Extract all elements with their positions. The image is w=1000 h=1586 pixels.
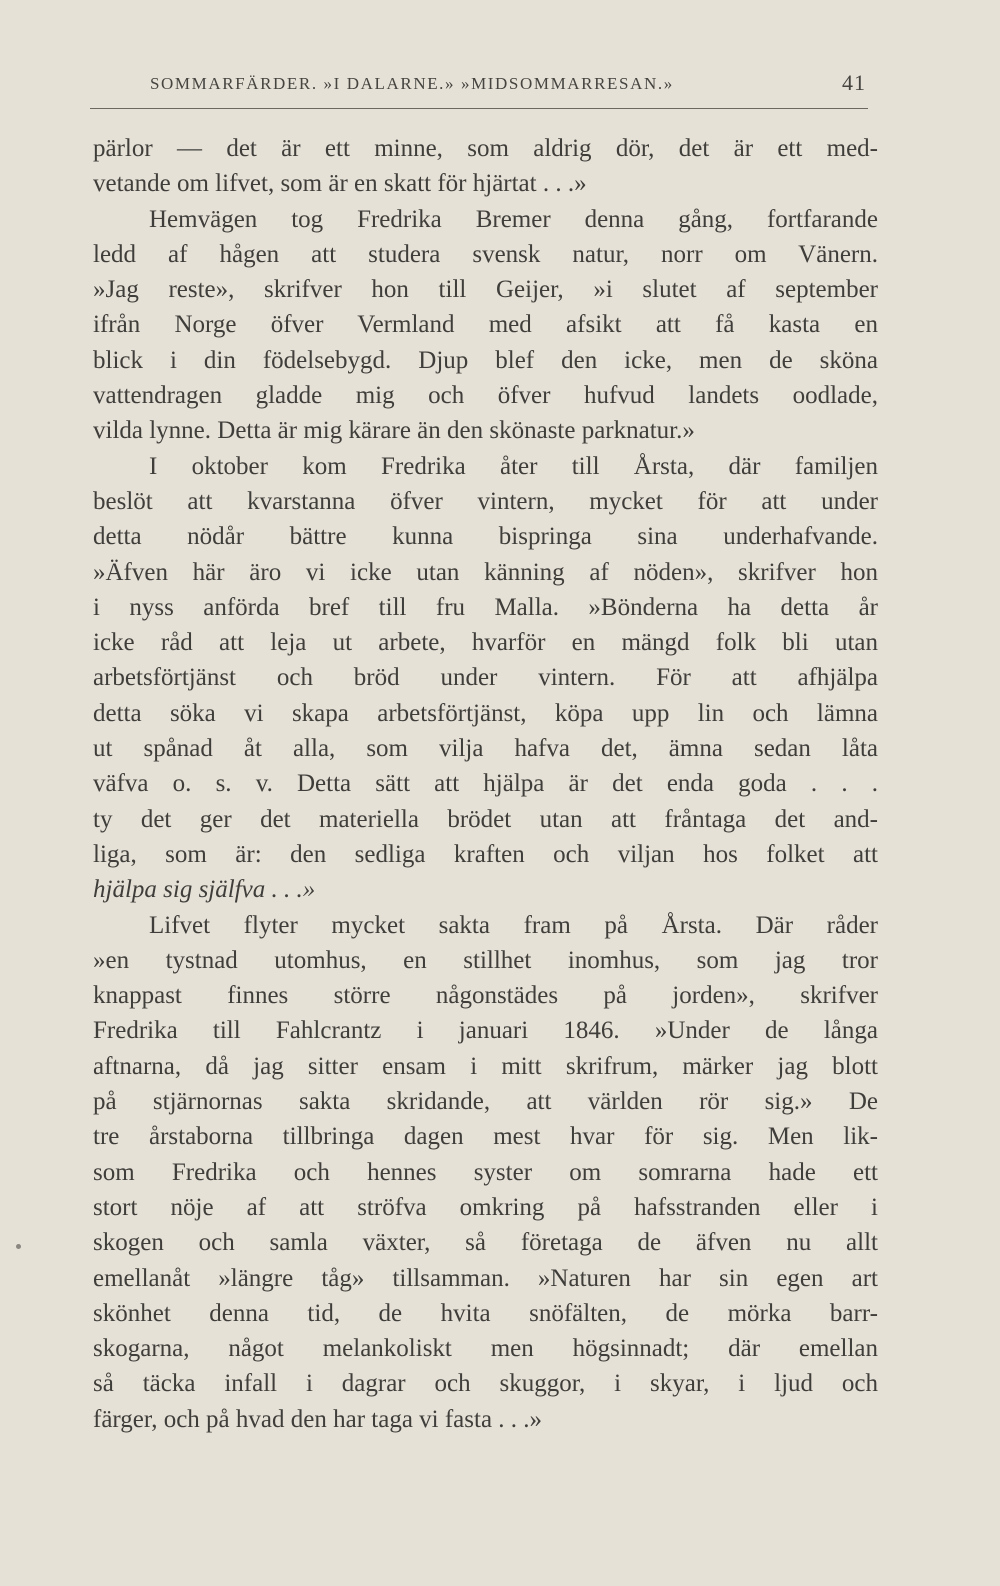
text-line: »Jag reste», skrifver hon till Geijer, »i slutet af september: [93, 276, 878, 304]
text-line: ty det ger det materiella brödet utan att fråntaga det and-: [93, 805, 878, 833]
text-line: liga, som är: den sedliga kraften och viljan hos folket att: [93, 840, 878, 868]
text-line: ut spånad åt alla, som vilja hafva det, ämna sedan låta: [93, 735, 878, 763]
page-number: 41: [842, 70, 866, 95]
text-line: blick i din födelsebygd. Djup blef den icke, men de sköna: [93, 346, 878, 374]
text-line: på stjärnornas sakta skridande, att världen rör sig.» De: [93, 1088, 878, 1116]
text-line: skogarna, något melankoliskt men högsinnadt; där emellan: [93, 1335, 878, 1363]
running-head: SOMMARFÄRDER. »I DALARNE.» »MIDSOMMARRESAN.»: [150, 74, 674, 93]
text-line: vilda lynne. Detta är mig kärare än den skönaste parknatur.»: [93, 417, 695, 445]
text-line: detta söka vi skapa arbetsförtjänst, köpa upp lin och lämna: [93, 699, 878, 727]
text-line: skogen och samla växter, så företaga de äfven nu allt: [93, 1229, 878, 1257]
text-line: pärlor — det är ett minne, som aldrig dör, det är ett med-: [93, 135, 878, 162]
paragraph-start-line: I oktober kom Fredrika åter till Årsta, där familjen: [149, 452, 878, 480]
margin-speck: [16, 1244, 21, 1249]
paragraph-start-line: Lifvet flyter mycket sakta fram på Årsta. Där råder: [149, 911, 878, 939]
text-line: ledd af hågen att studera svensk natur, norr om Vänern.: [93, 240, 878, 268]
text-line: skönhet denna tid, de hvita snöfälten, de mörka barr-: [93, 1299, 878, 1327]
text-line: knappast finnes större någonstädes på jorden», skrifver: [93, 982, 878, 1010]
text-line: stort nöje af att ströfva omkring på hafsstranden eller i: [93, 1193, 878, 1221]
text-line: vattendragen gladde mig och öfver hufvud landets oodlade,: [93, 382, 878, 410]
italic-text-line: hjälpa sig själfva . . .»: [93, 876, 316, 904]
text-line: arbetsförtjänst och bröd under vintern. För att afhjälpa: [93, 664, 878, 692]
text-line: icke råd att leja ut arbete, hvarför en mängd folk bli utan: [93, 629, 878, 657]
text-line: tre årstaborna tillbringa dagen mest hvar för sig. Men lik-: [93, 1123, 878, 1151]
text-line: »en tystnad utomhus, en stillhet inomhus, som jag tror: [93, 946, 878, 974]
body-text: [93, 131, 878, 1437]
text-line: som Fredrika och hennes syster om somrarna hade ett: [93, 1158, 878, 1186]
text-line: i nyss anförda bref till fru Malla. »Bönderna ha detta år: [93, 593, 878, 621]
header-rule: [90, 108, 868, 109]
text-line: emellanåt »längre tåg» tillsamman. »Naturen har sin egen art: [93, 1264, 878, 1292]
paragraph-start-line: Hemvägen tog Fredrika Bremer denna gång, fortfarande: [149, 205, 878, 233]
text-line: vetande om lifvet, som är en skatt för hjärtat . . .»: [93, 170, 587, 198]
text-line: beslöt att kvarstanna öfver vintern, mycket för att under: [93, 487, 878, 515]
text-line: Fredrika till Fahlcrantz i januari 1846. »Under de långa: [93, 1017, 878, 1045]
text-line: väfva o. s. v. Detta sätt att hjälpa är det enda goda . . .: [93, 770, 878, 798]
text-line: aftnarna, då jag sitter ensam i mitt skrifrum, märker jag blott: [93, 1052, 878, 1080]
text-line: så täcka infall i dagrar och skuggor, i skyar, i ljud och: [93, 1370, 878, 1398]
text-line: färger, och på hvad den har taga vi fasta . . .»: [93, 1405, 543, 1433]
text-line: ifrån Norge öfver Vermland med afsikt att få kasta en: [93, 311, 878, 339]
text-line: detta nödår bättre kunna bispringa sina underhafvande.: [93, 523, 878, 551]
text-line: »Äfven här äro vi icke utan känning af nöden», skrifver hon: [93, 558, 878, 586]
page-header: [90, 70, 880, 102]
